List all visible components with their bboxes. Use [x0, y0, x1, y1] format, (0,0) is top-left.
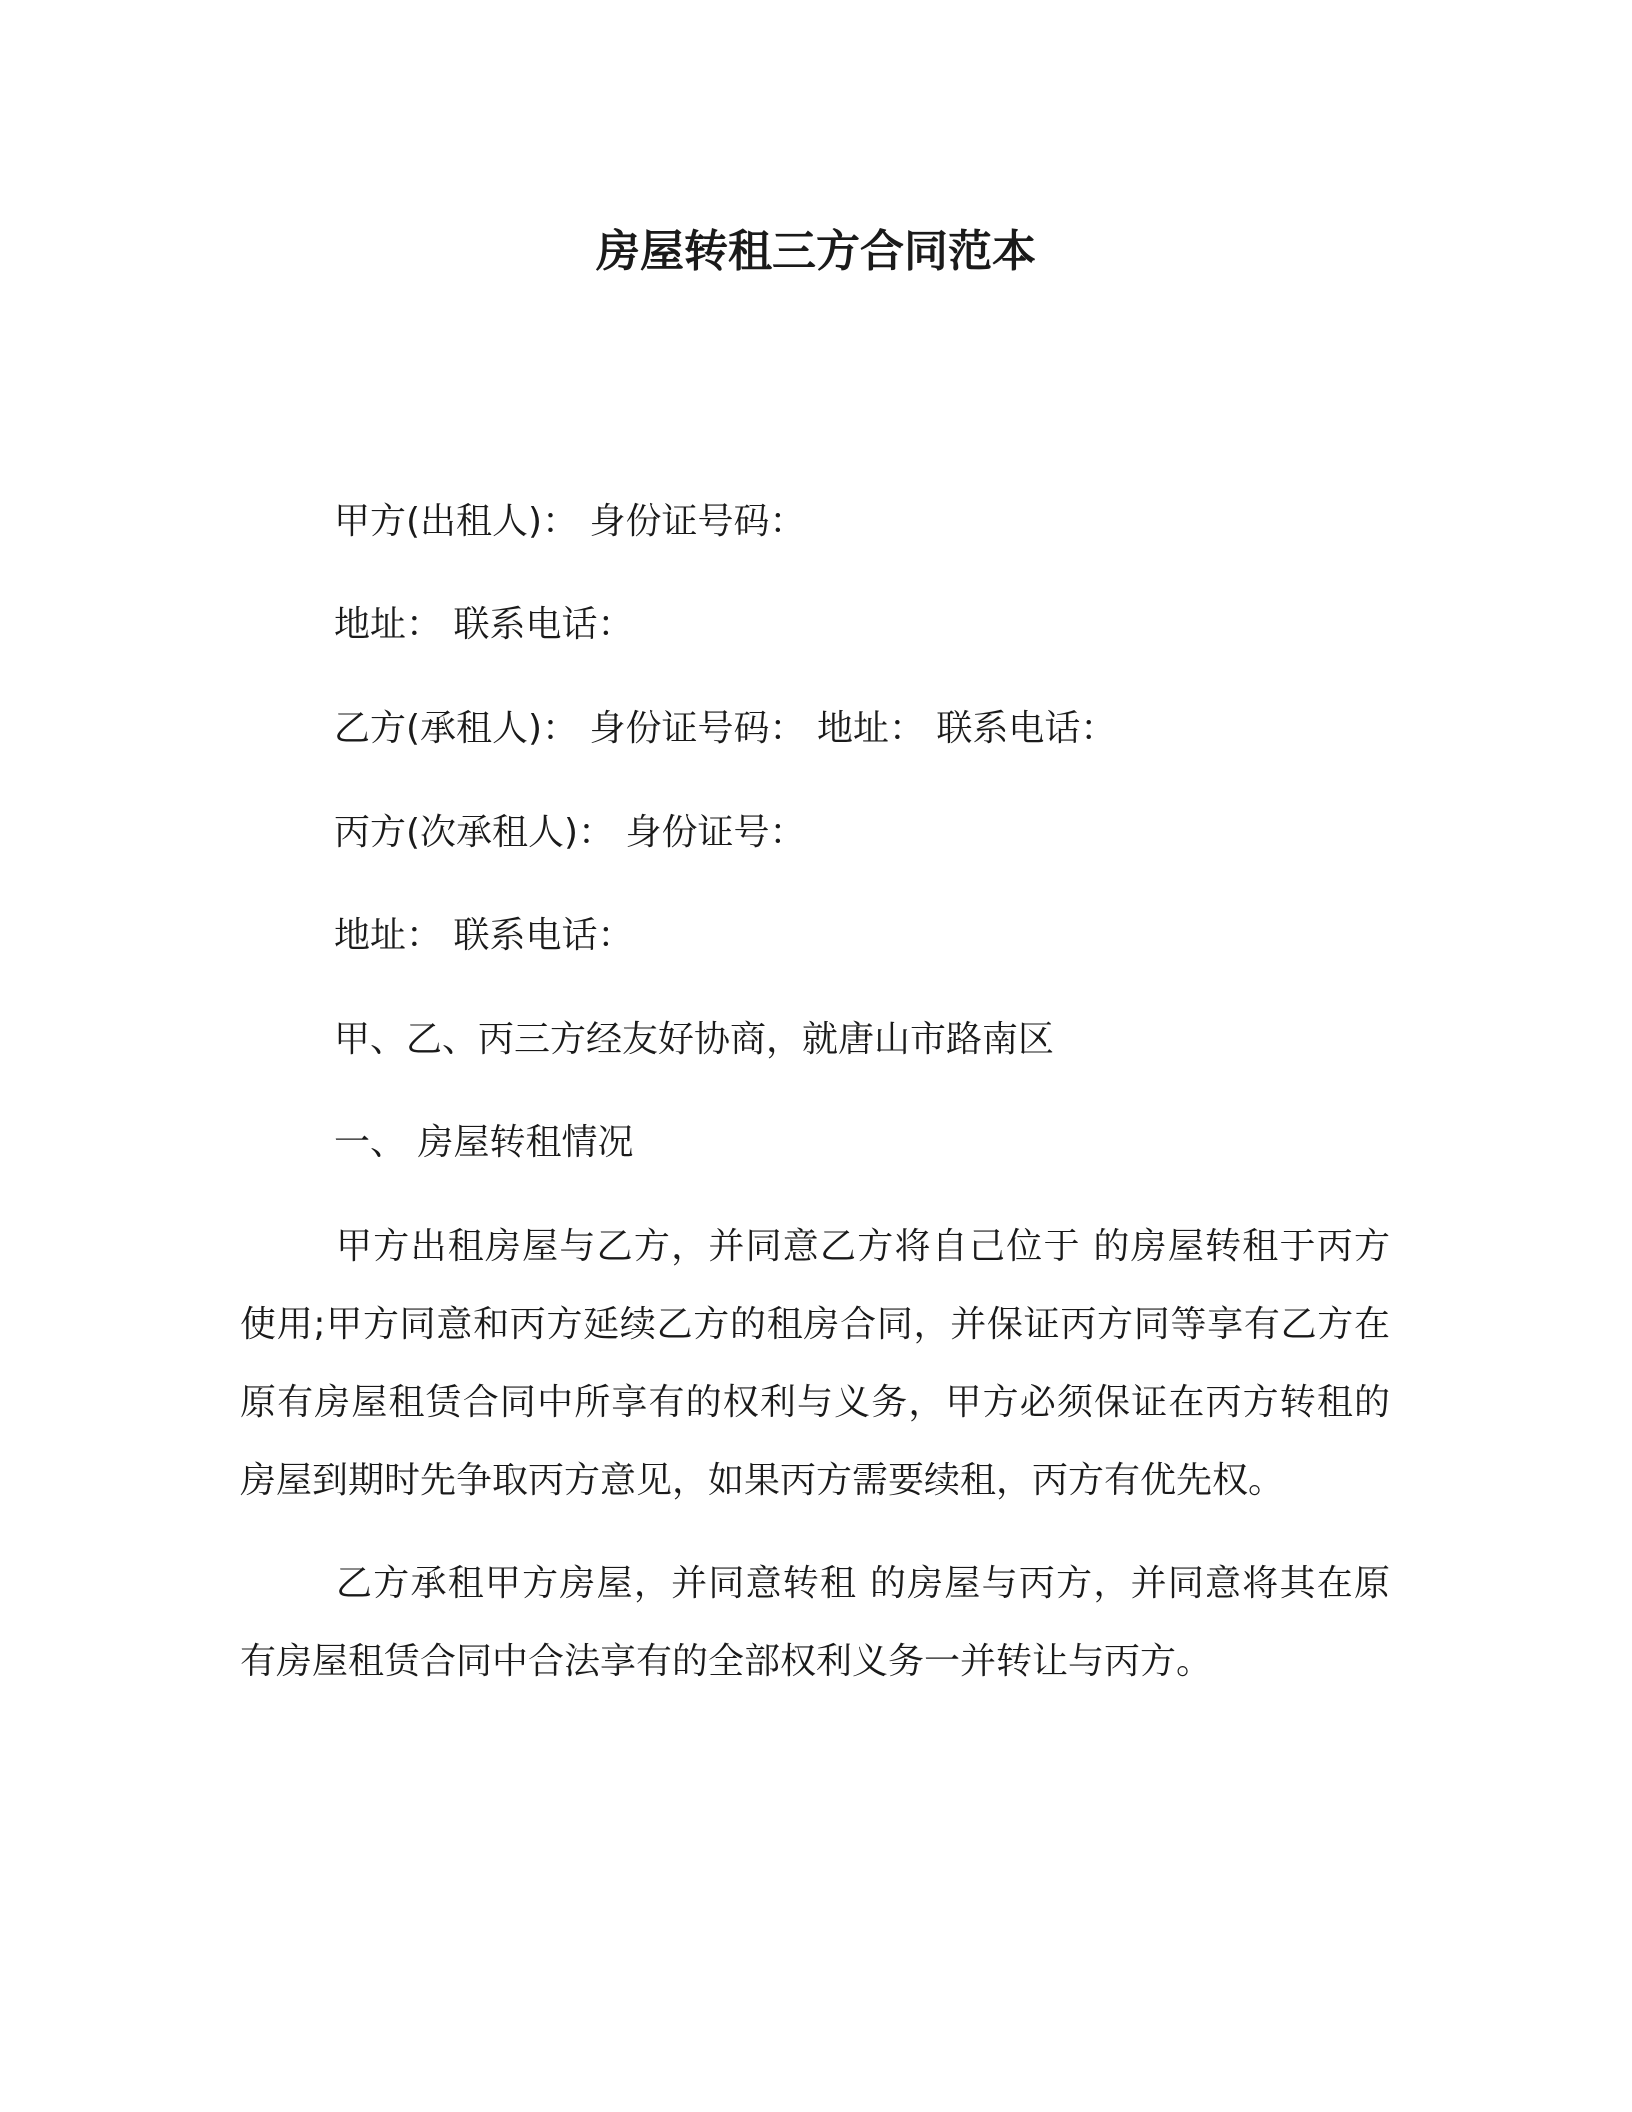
party-c-line: 丙方(次承租人)： 身份证号：: [334, 812, 806, 853]
party-a-line: 甲方(出租人)： 身份证号码：: [334, 501, 806, 542]
document-title: 房屋转租三方合同范本: [596, 226, 1036, 277]
party-c-address-line: 地址： 联系电话：: [334, 915, 634, 956]
paragraph-2: 乙方承租甲方房屋，并同意转租 的房屋与丙方，并同意将其在原有房屋租赁合同中合法享有的全部权利义务一并转让与丙方。: [240, 1563, 1390, 1682]
paragraph-1: 甲方出租房屋与乙方，并同意乙方将自己位于 的房屋转租于丙方使用;甲方同意和丙方延续乙方的租房合同，并保证丙方同等享有乙方在原有房屋租赁合同中所享有的权利与义务，甲方必须保证在丙方转租的房屋到期时先争取丙方意见，如果丙方需要续租，丙方有优先权。: [240, 1226, 1390, 1501]
party-b-line: 乙方(承租人)： 身份证号码： 地址： 联系电话：: [334, 708, 1117, 749]
party-a-address-line: 地址： 联系电话：: [334, 604, 634, 645]
intro-line: 甲、乙、丙三方经友好协商，就唐山市路南区: [334, 1019, 1055, 1060]
section-1-heading: 一、 房屋转租情况: [334, 1122, 634, 1163]
